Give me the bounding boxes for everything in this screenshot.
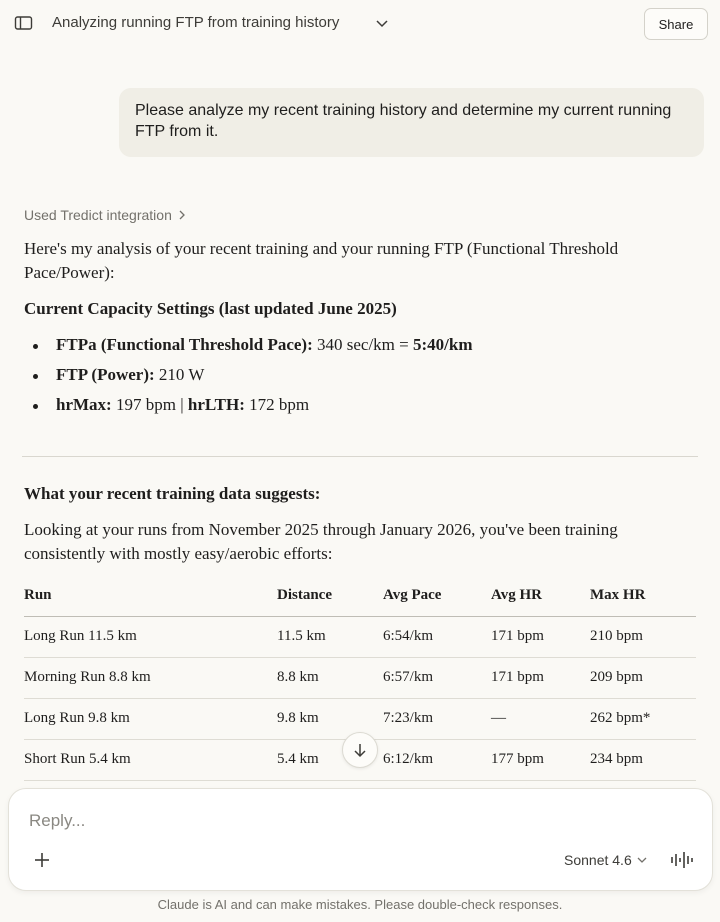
model-name: Sonnet 4.6	[564, 852, 632, 868]
cell-max-hr: 234 bpm	[590, 739, 696, 780]
capacity-list	[32, 333, 696, 417]
cell-distance: 11.5 km	[277, 616, 383, 657]
column-header-run: Run	[24, 576, 277, 616]
tool-use-toggle[interactable]	[24, 207, 186, 223]
cell-run: Morning Run 8.8 km	[24, 657, 277, 698]
cell-distance: 9.8 km	[277, 698, 383, 739]
cell-avg-pace: 7:23/km	[383, 698, 491, 739]
list-item: FTPa (Functional Threshold Pace): 340 sec/km = 5:40/km	[32, 333, 696, 357]
user-message: Please analyze my recent training history and determine my current running FTP from it.	[119, 88, 704, 157]
cell-distance: 5.4 km	[277, 739, 383, 780]
response-intro: Here's my analysis of your recent training and your running FTP (Functional Threshold Pace/Power):	[24, 239, 619, 282]
looking-paragraph: Looking at your runs from November 2025 through January 2026, you've been training consistently with mostly easy/aerobic efforts:	[24, 520, 618, 563]
voice-mode-button[interactable]	[670, 849, 694, 871]
chevron-down-icon[interactable]	[375, 17, 389, 29]
cell-avg-hr: 171 bpm	[491, 657, 590, 698]
cell-max-hr: 262 bpm*	[590, 698, 696, 739]
add-button[interactable]	[31, 849, 53, 871]
waveform-icon	[670, 849, 694, 871]
capacity-heading: Current Capacity Settings (last updated June 2025)	[24, 299, 397, 318]
list-item: hrMax: 197 bpm | hrLTH: 172 bpm	[32, 393, 696, 417]
cell-avg-pace: 6:54/km	[383, 616, 491, 657]
cell-avg-hr: —	[491, 698, 590, 739]
table-row	[24, 616, 696, 657]
cell-max-hr: 210 bpm	[590, 616, 696, 657]
share-button[interactable]: Share	[644, 8, 708, 40]
tool-use-label: Used Tredict integration	[24, 207, 172, 223]
cell-avg-pace: 6:57/km	[383, 657, 491, 698]
plus-icon	[31, 849, 53, 871]
model-selector[interactable]	[564, 850, 647, 870]
cell-run: Long Run 9.8 km	[24, 698, 277, 739]
top-bar	[0, 0, 720, 46]
cell-avg-pace: 6:12/km	[383, 739, 491, 780]
reply-input[interactable]	[29, 809, 689, 833]
cell-distance: 8.8 km	[277, 657, 383, 698]
assistant-response	[24, 237, 696, 423]
suggests-heading: What your recent training data suggests:	[24, 484, 321, 503]
table-row	[24, 657, 696, 698]
column-header-distance: Distance	[277, 576, 383, 616]
cell-run: Short Run 5.4 km	[24, 739, 277, 780]
cell-avg-hr: 171 bpm	[491, 616, 590, 657]
table-header-row	[24, 576, 696, 616]
column-header-max-hr: Max HR	[590, 576, 696, 616]
scroll-to-bottom-button[interactable]	[342, 732, 378, 768]
composer	[8, 788, 713, 891]
cell-run: Long Run 11.5 km	[24, 616, 277, 657]
arrow-down-icon	[353, 742, 367, 758]
chevron-right-icon	[178, 210, 186, 220]
divider	[22, 456, 698, 457]
cell-avg-hr: 177 bpm	[491, 739, 590, 780]
chevron-down-icon	[637, 856, 647, 864]
column-header-avg-hr: Avg HR	[491, 576, 590, 616]
disclaimer: Claude is AI and can make mistakes. Please double-check responses.	[157, 897, 563, 912]
cell-max-hr: 209 bpm	[590, 657, 696, 698]
chat-title[interactable]: Analyzing running FTP from training history	[52, 14, 340, 31]
sidebar-toggle-icon[interactable]	[14, 15, 34, 31]
column-header-avg-pace: Avg Pace	[383, 576, 491, 616]
list-item: FTP (Power): 210 W	[32, 363, 696, 387]
